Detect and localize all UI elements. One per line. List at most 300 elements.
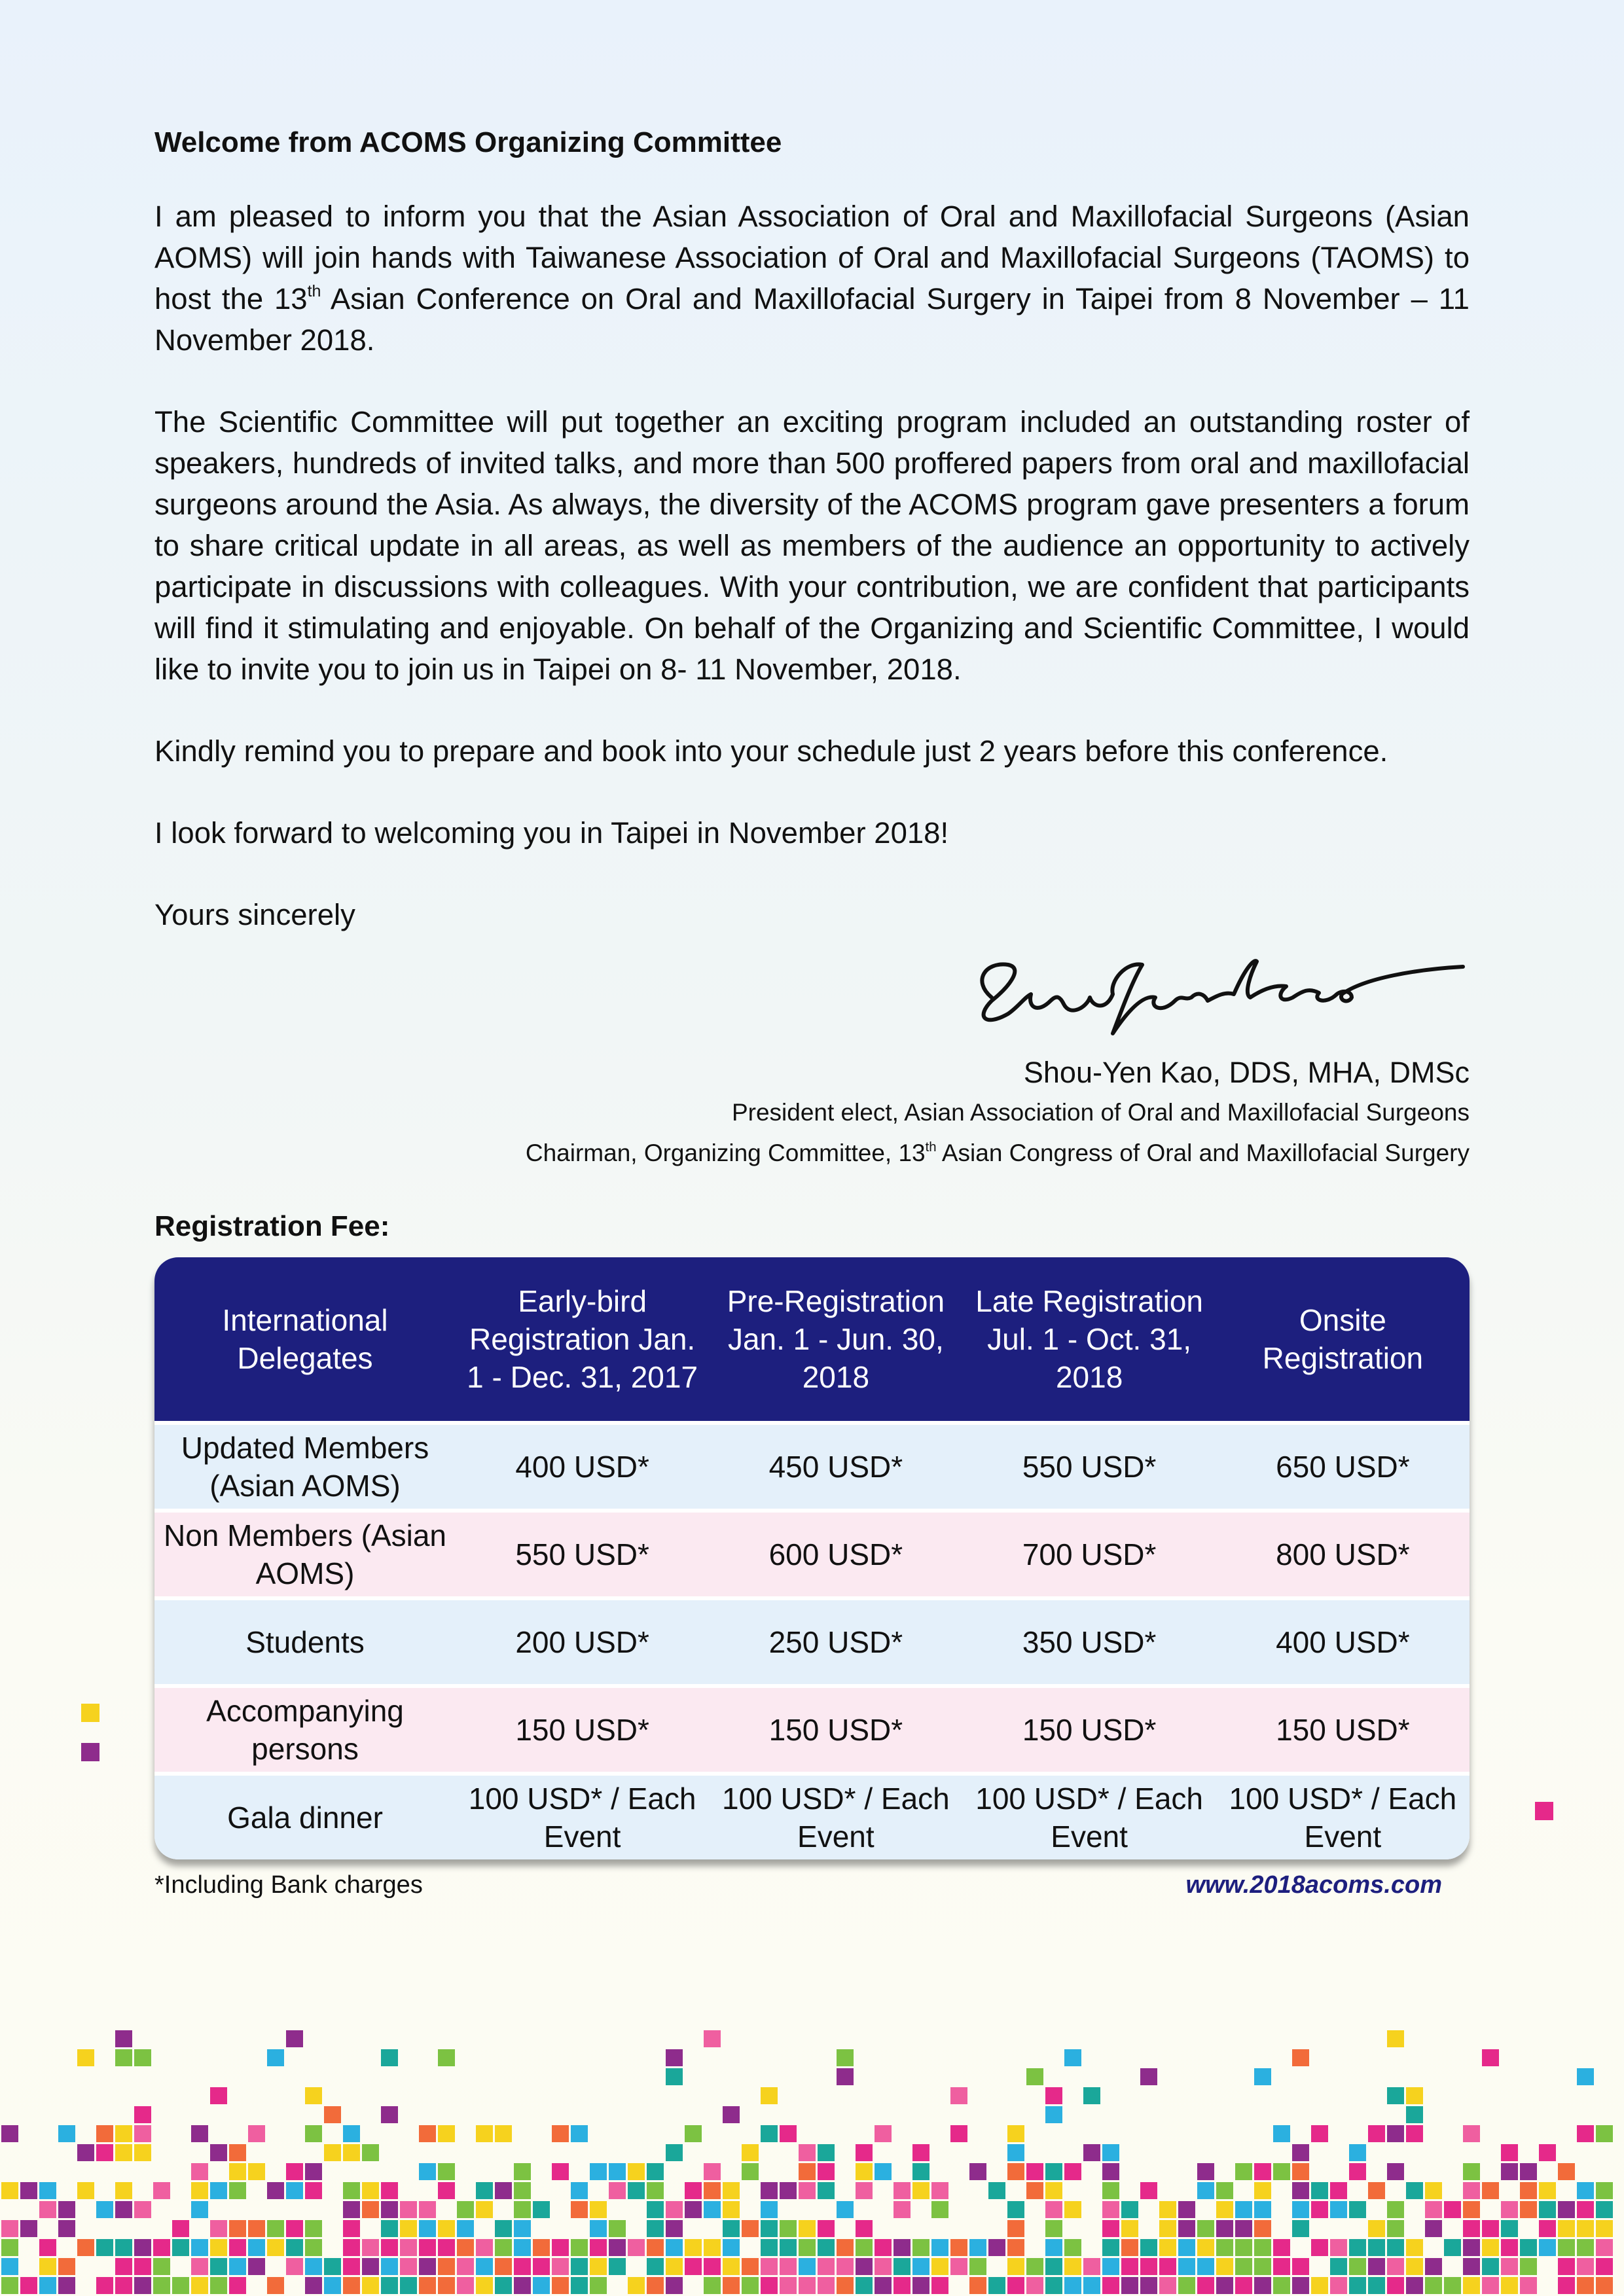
decorative-square: [191, 2239, 208, 2256]
table-cell: 250 USD*: [709, 1598, 962, 1686]
decorative-square: [438, 2049, 455, 2066]
decorative-square: [400, 2277, 417, 2294]
decorative-square: [912, 2258, 929, 2275]
decorative-square: [286, 2239, 303, 2256]
decorative-square: [1007, 2258, 1024, 2275]
decorative-square: [1406, 2239, 1423, 2256]
decorative-square: [172, 2220, 189, 2237]
decorative-square: [1406, 2125, 1423, 2142]
decorative-square: [419, 2258, 436, 2275]
decorative-square: [96, 2144, 113, 2161]
row-label: Students: [154, 1598, 456, 1686]
table-cell: 100 USD* / Each Event: [709, 1774, 962, 1859]
decorative-square: [1558, 2239, 1575, 2256]
decorative-square: [210, 2239, 227, 2256]
decorative-square: [552, 2277, 569, 2294]
decorative-square: [1577, 2125, 1594, 2142]
decorative-square: [438, 2182, 455, 2199]
decorative-square: [400, 2201, 417, 2218]
decorative-square: [590, 2163, 607, 2180]
table-cell: 550 USD*: [963, 1423, 1216, 1511]
decorative-square: [1330, 2258, 1347, 2275]
decorative-square: [77, 2182, 94, 2199]
decorative-square: [1596, 2182, 1613, 2199]
decorative-square: [666, 2220, 683, 2237]
decorative-square: [1, 2277, 18, 2294]
table-cell: 700 USD*: [963, 1511, 1216, 1598]
decorative-square: [1577, 2258, 1594, 2275]
decorative-square: [457, 2258, 474, 2275]
decorative-square: [419, 2239, 436, 2256]
decorative-square: [912, 2144, 929, 2161]
decorative-square: [1463, 2182, 1480, 2199]
table-cell: 550 USD*: [456, 1511, 709, 1598]
decorative-square: [514, 2220, 531, 2237]
decorative-square: [457, 2239, 474, 2256]
decorative-square: [1463, 2277, 1480, 2294]
decorative-square: [1482, 2220, 1499, 2237]
decorative-square: [571, 2239, 588, 2256]
decorative-square: [305, 2277, 322, 2294]
decorative-square: [628, 2239, 645, 2256]
decorative-square: [818, 2182, 835, 2199]
decorative-square: [818, 2220, 835, 2237]
decorative-square: [1368, 2182, 1385, 2199]
decorative-square: [1178, 2220, 1195, 2237]
decorative-square: [1216, 2239, 1233, 2256]
decorative-square: [286, 2220, 303, 2237]
decorative-square: [1064, 2049, 1081, 2066]
decorative-square: [1406, 2106, 1423, 2123]
decorative-square: [286, 2258, 303, 2275]
signer-role-president: President elect, Asian Association of Oral and Maxillofacial Surgeons: [731, 1099, 1470, 1126]
decorative-square: [761, 2239, 778, 2256]
decorative-square: [134, 2239, 151, 2256]
decorative-square: [666, 2277, 683, 2294]
header-pre-registration: Pre-Registration Jan. 1 - Jun. 30, 2018: [709, 1257, 962, 1423]
decorative-square: [305, 2125, 322, 2142]
header-international-delegates: International Delegates: [154, 1257, 456, 1423]
decorative-square: [818, 2277, 835, 2294]
decorative-square: [552, 2258, 569, 2275]
decorative-square: [818, 2239, 835, 2256]
decorative-square: [1102, 2258, 1119, 2275]
table-cell: 200 USD*: [456, 1598, 709, 1686]
decorative-square: [1292, 2277, 1309, 2294]
decorative-square: [799, 2277, 816, 2294]
decorative-square: [912, 2163, 929, 2180]
decorative-square: [1535, 1802, 1553, 1820]
signer-role-chairman-part1: Chairman, Organizing Committee, 13: [525, 1139, 926, 1166]
decorative-square: [96, 2201, 113, 2218]
decorative-square: [58, 2220, 75, 2237]
decorative-square: [875, 2277, 892, 2294]
decorative-square: [419, 2277, 436, 2294]
decorative-square: [1254, 2182, 1271, 2199]
decorative-square: [1216, 2182, 1233, 2199]
decorative-square: [1501, 2239, 1518, 2256]
decorative-square: [476, 2182, 493, 2199]
decorative-square: [837, 2201, 854, 2218]
decorative-square: [1387, 2277, 1404, 2294]
signer-name: Shou-Yen Kao, DDS, MHA, DMSc: [1023, 1056, 1470, 1089]
decorative-square: [229, 2239, 246, 2256]
decorative-square: [1368, 2277, 1385, 2294]
header-late-registration: Late Registration Jul. 1 - Oct. 31, 2018: [963, 1257, 1216, 1423]
decorative-square: [1140, 2258, 1157, 2275]
decorative-square: [1330, 2182, 1347, 2199]
decorative-square: [685, 2201, 702, 2218]
decorative-square: [96, 2239, 113, 2256]
table-row: [154, 1511, 1470, 1598]
decorative-square: [305, 2220, 322, 2237]
decorative-square: [647, 2182, 664, 2199]
decorative-square: [1045, 2258, 1062, 2275]
decorative-square: [58, 2125, 75, 2142]
decorative-square: [58, 2277, 75, 2294]
decorative-square: [343, 2125, 360, 2142]
decorative-square: [609, 2163, 626, 2180]
decorative-square: [248, 2163, 265, 2180]
decorative-square: [1520, 2239, 1537, 2256]
decorative-square: [286, 2163, 303, 2180]
ordinal-suffix: th: [925, 1139, 937, 1155]
decorative-square: [1007, 2201, 1024, 2218]
decorative-square: [210, 2182, 227, 2199]
decorative-square: [856, 2239, 873, 2256]
registration-fee-title: Registration Fee:: [154, 1210, 390, 1242]
decorative-square: [1102, 2220, 1119, 2237]
decorative-square: [609, 2182, 626, 2199]
decorative-square: [514, 2163, 531, 2180]
decorative-square: [210, 2220, 227, 2237]
decorative-square: [799, 2182, 816, 2199]
decorative-square: [590, 2239, 607, 2256]
table-cell: 800 USD*: [1216, 1511, 1470, 1598]
header-early-bird: Early-bird Registration Jan. 1 - Dec. 31, 2017: [456, 1257, 709, 1423]
decorative-square: [1520, 2182, 1537, 2199]
decorative-square: [1349, 2277, 1366, 2294]
decorative-square: [647, 2277, 664, 2294]
website-link[interactable]: www.2018acoms.com: [1185, 1871, 1442, 1899]
decorative-square: [1349, 2239, 1366, 2256]
decorative-square: [1425, 2220, 1442, 2237]
decorative-square: [96, 2277, 113, 2294]
decorative-square: [685, 2125, 702, 2142]
decorative-square: [571, 2258, 588, 2275]
decorative-square: [1045, 2163, 1062, 2180]
decorative-square: [1311, 2201, 1328, 2218]
decorative-square: [1026, 2068, 1043, 2085]
paragraph-intro-part1: I am pleased to inform you that the Asian Association of Oral and Maxillofacial Surgeons (Asian AOMS) will join hands with Taiwanese Association of Oral and Maxillofacial Surgeons (TAOMS) to host the 13: [154, 200, 1470, 315]
decorative-square: [324, 2106, 341, 2123]
decorative-square: [1520, 2258, 1537, 2275]
decorative-square: [799, 2239, 816, 2256]
decorative-square: [950, 2258, 967, 2275]
decorative-square: [514, 2277, 531, 2294]
decorative-square: [115, 2144, 132, 2161]
decorative-square: [305, 2239, 322, 2256]
table-row: [154, 1423, 1470, 1511]
decorative-square: [1444, 2201, 1461, 2218]
decorative-square: [1045, 2239, 1062, 2256]
decorative-square: [1254, 2277, 1271, 2294]
decorative-square: [1596, 2125, 1613, 2142]
decorative-square: [1235, 2201, 1252, 2218]
decorative-square: [20, 2182, 37, 2199]
decorative-square: [495, 2277, 512, 2294]
decorative-square: [799, 2220, 816, 2237]
decorative-square: [1501, 2258, 1518, 2275]
decorative-square: [1463, 2163, 1480, 2180]
welcome-title: Welcome from ACOMS Organizing Committee: [154, 126, 782, 158]
decorative-square: [324, 2258, 341, 2275]
paragraph-intro: [154, 196, 1470, 361]
decorative-square: [1501, 2277, 1518, 2294]
decorative-square: [305, 2182, 322, 2199]
table-cell: 150 USD*: [1216, 1686, 1470, 1774]
decorative-square: [533, 2277, 550, 2294]
decorative-square: [1501, 2220, 1518, 2237]
decorative-square: [1330, 2239, 1347, 2256]
decorative-square: [248, 2239, 265, 2256]
decorative-square: [1007, 2220, 1024, 2237]
decorative-square: [856, 2182, 873, 2199]
decorative-square: [875, 2125, 892, 2142]
decorative-square: [495, 2220, 512, 2237]
decorative-square: [1539, 2201, 1556, 2218]
decorative-square: [1311, 2239, 1328, 2256]
decorative-square: [1, 2258, 18, 2275]
decorative-square: [818, 2144, 835, 2161]
decorative-square: [172, 2277, 189, 2294]
decorative-square: [1558, 2220, 1575, 2237]
decorative-square: [1007, 2277, 1024, 2294]
decorative-square: [1520, 2163, 1537, 2180]
decorative-square: [1007, 2239, 1024, 2256]
decorative-square: [1444, 2239, 1461, 2256]
decorative-square: [1577, 2277, 1594, 2294]
decorative-square: [1026, 2258, 1043, 2275]
decorative-square: [1558, 2258, 1575, 2275]
decorative-square: [988, 2239, 1005, 2256]
decorative-square: [381, 2220, 398, 2237]
decorative-square: [1292, 2049, 1309, 2066]
decorative-square: [1596, 2277, 1613, 2294]
decorative-square: [495, 2125, 512, 2142]
decorative-square: [704, 2030, 721, 2047]
decorative-square: [438, 2277, 455, 2294]
decorative-square: [1026, 2163, 1043, 2180]
decorative-square: [799, 2258, 816, 2275]
decorative-square: [1216, 2220, 1233, 2237]
decorative-square: [495, 2239, 512, 2256]
decorative-square: [837, 2258, 854, 2275]
decorative-square: [856, 2220, 873, 2237]
decorative-square: [723, 2182, 740, 2199]
decorative-square: [1197, 2220, 1214, 2237]
decorative-square: [988, 2277, 1005, 2294]
decorative-square: [210, 2087, 227, 2104]
decorative-square: [931, 2277, 948, 2294]
decorative-square: [1596, 2201, 1613, 2218]
decorative-square: [1463, 2220, 1480, 2237]
decorative-square: [400, 2220, 417, 2237]
decorative-square: [229, 2258, 246, 2275]
decorative-square: [248, 2220, 265, 2237]
decorative-square: [286, 2030, 303, 2047]
decorative-square: [950, 2087, 967, 2104]
decorative-square: [1197, 2258, 1214, 2275]
decorative-square: [1273, 2125, 1290, 2142]
decorative-square: [1577, 2068, 1594, 2085]
decorative-square: [153, 2277, 170, 2294]
decorative-square: [476, 2277, 493, 2294]
decorative-square: [893, 2201, 911, 2218]
decorative-square: [1463, 2258, 1480, 2275]
decorative-square: [666, 2144, 683, 2161]
decorative-square: [210, 2258, 227, 2275]
decorative-square: [552, 2163, 569, 2180]
decorative-square: [343, 2239, 360, 2256]
decorative-square: [609, 2239, 626, 2256]
table-cell: 150 USD*: [456, 1686, 709, 1774]
decorative-square: [457, 2277, 474, 2294]
paragraph-look-forward: I look forward to welcoming you in Taipei in November 2018!: [154, 816, 949, 850]
decorative-square: [134, 2144, 151, 2161]
decorative-square: [1007, 2163, 1024, 2180]
table-cell: 650 USD*: [1216, 1423, 1470, 1511]
decorative-square: [1292, 2201, 1309, 2218]
decorative-square: [115, 2201, 132, 2218]
decorative-square: [1273, 2258, 1290, 2275]
decorative-square: [780, 2258, 797, 2275]
decorative-square: [1520, 2201, 1537, 2218]
decorative-square: [134, 2125, 151, 2142]
decorative-square: [1387, 2030, 1404, 2047]
header-onsite-registration: Onsite Registration: [1216, 1257, 1470, 1423]
decorative-square: [1349, 2163, 1366, 2180]
table-row: [154, 1774, 1470, 1859]
decorative-square: [1064, 2258, 1081, 2275]
decorative-square: [1406, 2182, 1423, 2199]
decorative-square: [81, 1704, 99, 1722]
decorative-square: [1501, 2163, 1518, 2180]
decorative-square: [1007, 2144, 1024, 2161]
decorative-square: [514, 2201, 531, 2218]
decorative-square: [1140, 2277, 1157, 2294]
decorative-square: [324, 2277, 341, 2294]
decorative-square: [666, 2068, 683, 2085]
decorative-square: [343, 2182, 360, 2199]
table-footer: [154, 1871, 1470, 1910]
decorative-square: [723, 2106, 740, 2123]
decorative-square: [115, 2030, 132, 2047]
decorative-square: [1482, 2277, 1499, 2294]
decorative-square: [969, 2163, 986, 2180]
decorative-square: [1140, 2239, 1157, 2256]
paragraph-intro-part2: Asian Conference on Oral and Maxillofacial Surgery in Taipei from 8 November – 11 November 2018.: [154, 282, 1470, 357]
decorative-square: [476, 2201, 493, 2218]
decorative-square: [533, 2201, 550, 2218]
table-cell: 350 USD*: [963, 1598, 1216, 1686]
decorative-square: [134, 2201, 151, 2218]
decorative-square: [1425, 2201, 1442, 2218]
table-cell: 150 USD*: [963, 1686, 1216, 1774]
decorative-square: [381, 2201, 398, 2218]
decorative-square: [1539, 2239, 1556, 2256]
decorative-square: [1387, 2220, 1404, 2237]
decorative-square: [704, 2163, 721, 2180]
decorative-square: [1216, 2201, 1233, 2218]
decorative-square: [1406, 2087, 1423, 2104]
decorative-square: [723, 2239, 740, 2256]
decorative-square: [704, 2277, 721, 2294]
decorative-square: [134, 2258, 151, 2275]
decorative-square: [1292, 2258, 1309, 2275]
decorative-square: [931, 2258, 948, 2275]
decorative-square: [229, 2144, 246, 2161]
decorative-square: [893, 2182, 911, 2199]
decorative-square: [666, 2049, 683, 2066]
decorative-square: [704, 2258, 721, 2275]
decorative-square: [856, 2163, 873, 2180]
decorative-square: [229, 2277, 246, 2294]
decorative-square: [1102, 2182, 1119, 2199]
decorative-square: [1330, 2201, 1347, 2218]
decorative-square: [39, 2258, 56, 2275]
decorative-square: [1102, 2239, 1119, 2256]
decorative-square: [1463, 2201, 1480, 2218]
decorative-square: [647, 2163, 664, 2180]
decorative-square: [799, 2163, 816, 2180]
decorative-square: [875, 2163, 892, 2180]
decorative-square: [1539, 2144, 1556, 2161]
decorative-square: [381, 2277, 398, 2294]
decorative-square: [988, 2182, 1005, 2199]
decorative-square: [96, 2125, 113, 2142]
decorative-square: [476, 2239, 493, 2256]
decorative-square: [1045, 2220, 1062, 2237]
decorative-square: [381, 2258, 398, 2275]
decorative-square: [1292, 2144, 1309, 2161]
decorative-square: [1083, 2087, 1100, 2104]
decorative-square: [134, 2277, 151, 2294]
decorative-square: [969, 2258, 986, 2275]
decorative-square: [571, 2277, 588, 2294]
table-cell: 450 USD*: [709, 1423, 962, 1511]
decorative-square: [1444, 2277, 1461, 2294]
paragraph-reminder: Kindly remind you to prepare and book into your schedule just 2 years before this conference.: [154, 734, 1388, 768]
decorative-square: [590, 2201, 607, 2218]
decorative-square: [647, 2201, 664, 2218]
decorative-square: [1064, 2239, 1081, 2256]
decorative-square: [1159, 2239, 1176, 2256]
decorative-square: [628, 2163, 645, 2180]
decorative-square: [1064, 2277, 1081, 2294]
decorative-square: [761, 2220, 778, 2237]
decorative-square: [1121, 2239, 1138, 2256]
decorative-square: [647, 2258, 664, 2275]
decorative-square: [58, 2258, 75, 2275]
decorative-square: [1045, 2182, 1062, 2199]
decorative-square: [419, 2125, 436, 2142]
letter-page: [154, 124, 1470, 1910]
decorative-square: [81, 1743, 99, 1761]
decorative-square: [77, 2144, 94, 2161]
decorative-square: [742, 2220, 759, 2237]
decorative-square: [1102, 2201, 1119, 2218]
